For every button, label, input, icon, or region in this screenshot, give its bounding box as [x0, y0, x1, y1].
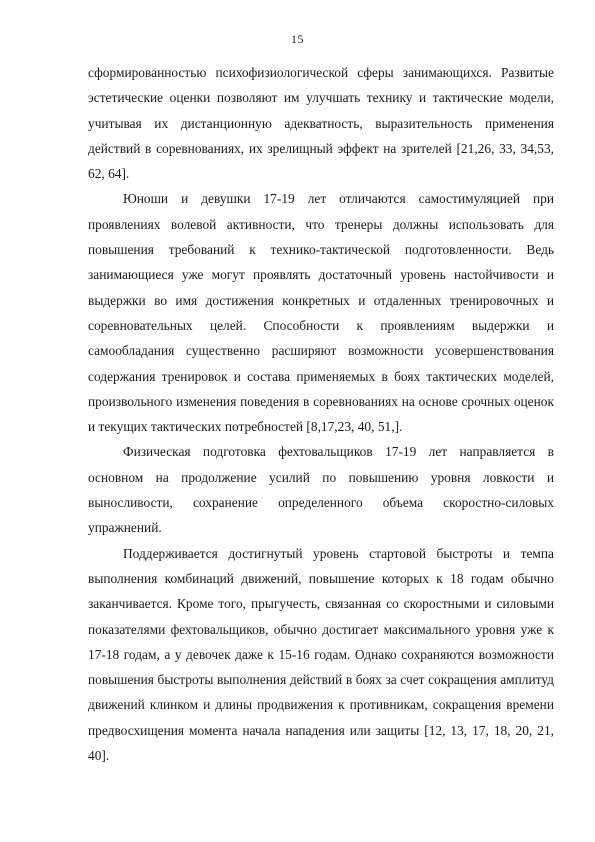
paragraph-speed-maintenance: Поддерживается достигнутый уровень стартовой быстроты и темпа выполнения комбинаций движений, повышение которых к 18 годам обычно заканчивается. Кроме того, прыгучесть, связанная со скоростными и силовыми показателями фехтовальщиков, обычно достигает максимального уровня уже к 17-18 годам, а у девочек даже к 15-16 годам. Однако сохраняются возможности повышения быстроты выполнения действий в боях за счет сокращения амплитуд движений клинком и длины продвижения к противникам, сокращения времени предвосхищения момента начала нападения или защиты [12, 13, 17, 18, 20, 21, 40]. — [88, 545, 554, 764]
document-body — [88, 60, 554, 768]
paragraph-physical-training: Физическая подготовка фехтовальщиков 17-19 лет направляется в основном на продолжение усилий по повышению уровня ловкости и выносливости, сохранение определенного объема скоростно-силовых упражнений. — [88, 444, 554, 536]
paragraph-continuation: сформированностью психофизиологической сферы занимающихся. Развитые эстетические оценки позволяют им улучшать технику и тактические модели, учитывая их дистанционную адекватность, выразительность применения действий в соревнованиях, их зрелищный эффект на зрителей [21,26, 33, 34,53, 62, 64]. — [88, 65, 554, 182]
paragraph-youth-volition: Юноши и девушки 17-19 лет отличаются самостимуляцией при проявлениях волевой активности, что тренеры должны использовать для повышения требований к технико-тактической подготовленности. Ведь занимающиеся уже могут проявлять достаточный уровень настойчивости и выдержки во имя достижения конкретных и отдаленных тренировочных и соревновательных целей. Способности к проявлениям выдержки и самообладания существенно расширяют возможности усовершенствования содержания тренировок и состава применяемых в боях тактических моделей, произвольного изменения поведения в соревнованиях на основе срочных оценок и текущих тактических потребностей [8,17,23, 40, 51,]. — [88, 191, 554, 435]
page-number: 15 — [291, 32, 304, 46]
